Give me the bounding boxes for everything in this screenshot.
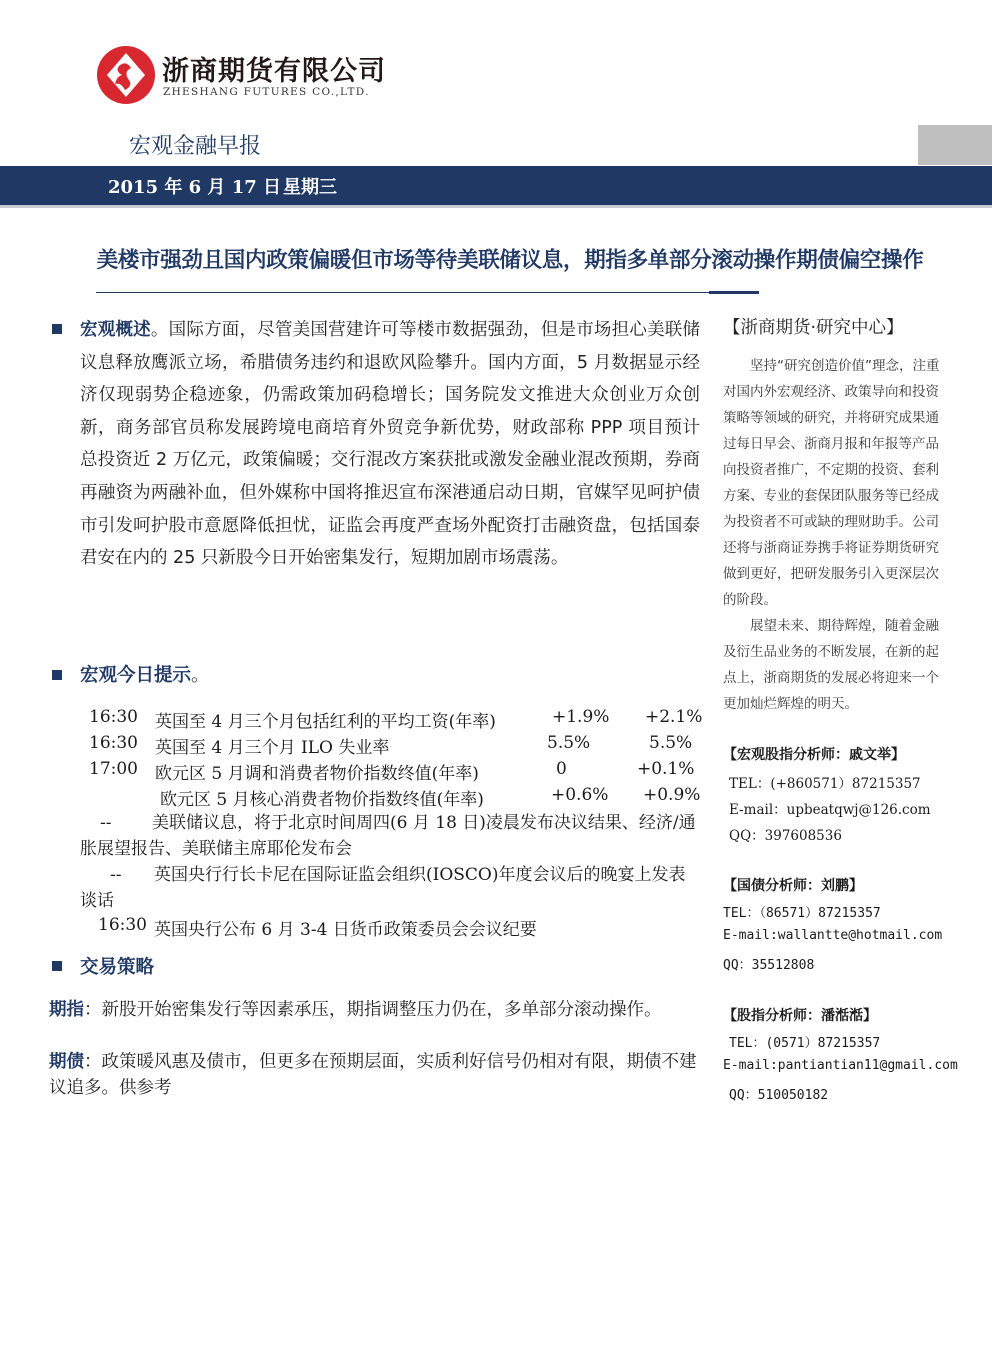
headline-rule: [96, 292, 758, 293]
sidebar-intro: [723, 353, 948, 717]
strategy-index-futures: 期指：新股开始密集发行等因素承压，期指调整压力仍在，多单部分滚动操作。: [49, 1000, 662, 1020]
analyst-bond-email: E-mail:wallantte@hotmail.com: [723, 928, 943, 943]
analyst-index-tel: TEL：(0571）87215357: [729, 1036, 881, 1051]
square-bullet-icon: [52, 670, 62, 680]
date-bar-shadow: [0, 205, 992, 208]
analyst-macro-qq: QQ：397608536: [729, 828, 842, 844]
tip-forecast-value: +2.1%: [645, 707, 703, 727]
sidebar-intro-para1: 坚持“研究创造价值”理念，注重对国内外宏观经济、政策导向和投资策略等领域的研究，并将研究成果通过每日早会、浙商月报和年报等产品向投资者推广，不定期的投资、套利方案、专业的套保团队服务等已经成为投资者不可或缺的理财助手。公司还将与浙商证券携手将证券期货研究做到更好，把研发服务引入更深层次的阶段。: [723, 358, 940, 608]
report-weekday: 星期三: [283, 177, 337, 198]
analyst-macro-heading: 【宏观股指分析师：戚文举】: [723, 747, 905, 763]
header-grey-tab: [918, 125, 992, 165]
tip-note-boe: -- 英国央行行长卡尼在国际证监会组织(IOSCO)年度会议后的晚宴上发表谈话: [80, 865, 686, 911]
zheshang-logo-icon: [95, 44, 157, 106]
tip-prev-value: 0: [556, 759, 567, 779]
company-name-cn: 浙商期货有限公司: [162, 56, 386, 87]
sidebar-title: 【浙商期货·研究中心】: [723, 318, 904, 338]
tip-prev-value: +0.6%: [551, 785, 609, 805]
tip-forecast-value: 5.5%: [649, 733, 693, 753]
strategy-section-title: 交易策略: [80, 957, 155, 978]
sidebar-intro-para2: 展望未来、期待辉煌，随着金融及衍生品业务的不断发展，在新的起点上，浙商期货的发展必将迎来一个更加灿烂辉煌的明天。: [723, 618, 939, 712]
square-bullet-icon: [52, 961, 62, 971]
tip-time: 16:30: [89, 707, 138, 727]
tip-prev-value: 5.5%: [547, 733, 591, 753]
analyst-macro-tel: TEL：(+860571）87215357: [729, 776, 921, 792]
overview-body: 国际方面，尽管美国营建许可等楼市数据强劲，但是市场担心美联储议息释放鹰派立场，希腊债务违约和退欧风险攀升。国内方面，5 月数据显示经济仅现弱势企稳迹象，仍需政策加码稳增长；国务院发文推进大众创业万众创新，商务部官员称发展跨境电商培育外贸竞争新优势，财政部称 PPP 项目预计总投资近 2 万亿元，政策偏暖；交行混改方案获批或激发金融业混改预期，券商再融资为两融补血，但外媒称中国将推迟宣布深港通启动日期，官媒罕见呵护债市引发呵护股市意愿降低担忧，证监会再度严查场外配资打击融资盘，包括国泰君安在内的 25 只新股今日开始密集发行，短期加剧市场震荡。: [80, 320, 701, 569]
analyst-index-email: E-mail:pantiantian11@gmail.com: [723, 1058, 958, 1073]
headline: 美楼市强劲且国内政策偏暖但市场等待美联储议息，期指多单部分滚动操作期债偏空操作: [96, 248, 924, 273]
company-name-en: ZHESHANG FUTURES CO.,LTD.: [163, 86, 370, 98]
headline-rule-accent: [709, 291, 759, 294]
analyst-bond-qq: QQ：35512808: [723, 958, 815, 973]
report-type-title: 宏观金融早报: [129, 134, 262, 159]
analyst-bond-heading: 【国债分析师：刘鹏】: [723, 878, 863, 894]
tip-time: 16:30: [89, 733, 138, 753]
tip-event: 欧元区 5 月核心消费者物价指数终值(年率): [160, 790, 484, 810]
tip-event: 英国至 4 月三个月 ILO 失业率: [155, 738, 390, 758]
tip-event: 英国至 4 月三个月包括红利的平均工资(年率): [155, 712, 496, 732]
tip-prev-value: +1.9%: [552, 707, 610, 727]
tip-forecast-value: +0.9%: [643, 785, 701, 805]
analyst-index-heading: 【股指分析师：潘湉湉】: [723, 1008, 877, 1024]
square-bullet-icon: [52, 324, 62, 334]
overview-title: 宏观概述: [80, 320, 151, 340]
analyst-macro-email: E-mail：upbeatqwj@126.com: [729, 802, 931, 818]
tip-forecast-value: +0.1%: [637, 759, 695, 779]
analyst-bond-tel: TEL：（86571）87215357: [723, 906, 881, 921]
strategy-bond-futures: 期债：政策暖风惠及债市，但更多在预期层面，实质利好信号仍相对有限，期债不建议追多。供参考: [49, 1052, 697, 1098]
overview-paragraph: 宏观概述。国际方面，尽管美国营建许可等楼市数据强劲，但是市场担心美联储议息释放鹰派立场，希腊债务违约和退欧风险攀升。国内方面，5 月数据显示经济仅现弱势企稳迹象，仍需政策加码稳增长；国务院发文推进大众创业万众创新，商务部官员称发展跨境电商培育外贸竞争新优势，财政部称 PPP 项目预计总投资近 2 万亿元，政策偏暖；交行混改方案获批或激发金融业混改预期，券商再融资为两融补血，但外媒称中国将推迟宣布深港通启动日期，官媒罕见呵护债市引发呵护股市意愿降低担忧，证监会再度严查场外配资打击融资盘，包括国泰君安在内的 25 只新股今日开始密集发行，短期加剧市场震荡。: [80, 320, 701, 569]
tip-event: 英国央行公布 6 月 3-4 日货币政策委员会会议纪要: [154, 920, 537, 940]
tips-section-title: 宏观今日提示。: [80, 665, 210, 686]
analyst-index-qq: QQ：510050182: [729, 1088, 829, 1103]
report-date: 2015 年 6 月 17 日: [108, 177, 282, 198]
tip-note-fed: -- 美联储议息，将于北京时间周四(6 月 18 日)凌晨发布决议结果、经济/通胀展望报告、美联储主席耶伦发布会: [80, 813, 696, 859]
tip-time: 16:30: [98, 915, 147, 935]
tip-time: 17:00: [89, 759, 138, 779]
tip-event: 欧元区 5 月调和消费者物价指数终值(年率): [155, 764, 479, 784]
